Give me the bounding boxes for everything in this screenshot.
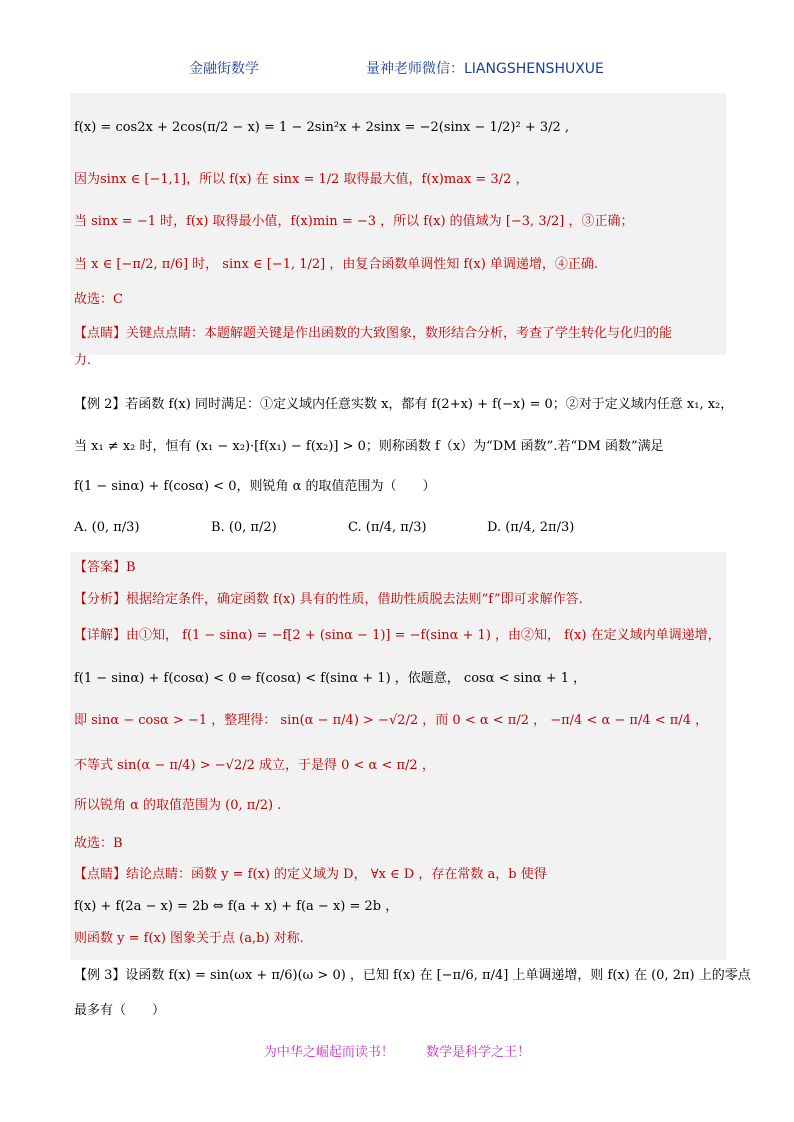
solution1-line4: 当 x ∈ [−π/2, π/6] 时， sinx ∈ [−1, 1/2] ，由复合函数单调性知 f(x) 单调递增，④正确. xyxy=(74,257,599,272)
solution2-detail1: 【详解】由①知， f(1 − sinα) = −f[2 + (sinα − 1)] = −f(sinα + 1) ，由②知， f(x) 在定义域内单调递增， xyxy=(74,628,721,643)
example2-line2: 当 x₁ ≠ x₂ 时，恒有 (x₁ − x₂)·[f(x₁) − f(x₂)] > 0；则称函数 f（x）为“DM 函数”.若“DM 函数”满足 xyxy=(74,439,664,454)
header-left: 金融街数学 xyxy=(189,61,259,77)
example2-line3: f(1 − sinα) + f(cosα) < 0，则锐角 α 的取值范围为（ ） xyxy=(74,479,436,494)
solution1-line3: 当 sinx = −1 时，f(x) 取得最小值，f(x)min = −3 ，所以 f(x) 的值域为 [−3, 3/2] ，③正确； xyxy=(74,214,634,229)
solution2-detail5: 所以锐角 α 的取值范围为 (0, π/2) . xyxy=(74,798,282,813)
solution2-detail6: 故选：B xyxy=(74,836,123,851)
footer-left: 为中华之崛起而读书！ xyxy=(263,1045,394,1060)
option-c: C. (π/4, π/3) xyxy=(348,520,427,535)
solution2-analysis: 【分析】根据给定条件，确定函数 f(x) 具有的性质，借助性质脱去法则“f”即可求解作答. xyxy=(74,592,583,607)
solution2-point1: 【点睛】结论点睛：函数 y = f(x) 的定义域为 D， ∀x ∈ D ，存在常数 a，b 使得 xyxy=(74,867,547,882)
header-right: 量神老师微信：LIANGSHENSHUXUE xyxy=(366,61,604,77)
page-footer xyxy=(0,1041,794,1060)
solution2-point3: 则函数 y = f(x) 图象关于点 (a,b) 对称. xyxy=(74,931,304,946)
solution2-detail3: 即 sinα − cosα > −1 ，整理得： sin(α − π/4) > −√2/2 ，而 0 < α < π/2 ， −π/4 < α − π/4 < π/4 ， xyxy=(74,713,709,728)
option-b: B. (0, π/2) xyxy=(211,520,277,535)
solution2-point2: f(x) + f(2a − x) = 2b ⇔ f(a + x) + f(a − x) = 2b ， xyxy=(74,899,399,914)
solution2-detail2: f(1 − sinα) + f(cosα) < 0 ⇔ f(cosα) < f(sinα + 1) ，依题意， cosα < sinα + 1 ， xyxy=(74,671,587,686)
solution2-detail4: 不等式 sin(α − π/4) > −√2/2 成立，于是得 0 < α < π/2 ， xyxy=(74,758,435,773)
solution1-line6: 【点睛】关键点点睛：本题解题关键是作出函数的大致图象，数形结合分析，考查了学生转化与化归的能 xyxy=(74,326,673,341)
example2-line1: 【例 2】若函数 f(x) 同时满足：①定义域内任意实数 x，都有 f(2+x) + f(−x) = 0；②对于定义域内任意 x₁, x₂， xyxy=(74,397,734,412)
solution1-line1: f(x) = cos2x + 2cos(π/2 − x) = 1 − 2sin²x + 2sinx = −2(sinx − 1/2)² + 3/2 , xyxy=(74,120,570,135)
option-a: A. (0, π/3) xyxy=(74,520,140,535)
page-header xyxy=(0,58,794,80)
solution1-line7: 力. xyxy=(74,353,92,368)
footer-right: 数学是科学之王！ xyxy=(426,1045,531,1060)
solution1-line5: 故选：C xyxy=(74,292,123,307)
option-d: D. (π/4, 2π/3) xyxy=(487,520,575,535)
example3-line1: 【例 3】设函数 f(x) = sin(ωx + π/6)(ω > 0) ，已知 f(x) 在 [−π/6, π/4] 上单调递增，则 f(x) 在 (0, 2π) 上的零点 xyxy=(74,968,751,983)
solution1-line2: 因为sinx ∈ [−1,1]，所以 f(x) 在 sinx = 1/2 取得最大值，f(x)max = 3/2 ， xyxy=(74,172,529,187)
example3-line2: 最多有（ ） xyxy=(74,1003,166,1018)
solution2-answer: 【答案】B xyxy=(74,560,136,575)
